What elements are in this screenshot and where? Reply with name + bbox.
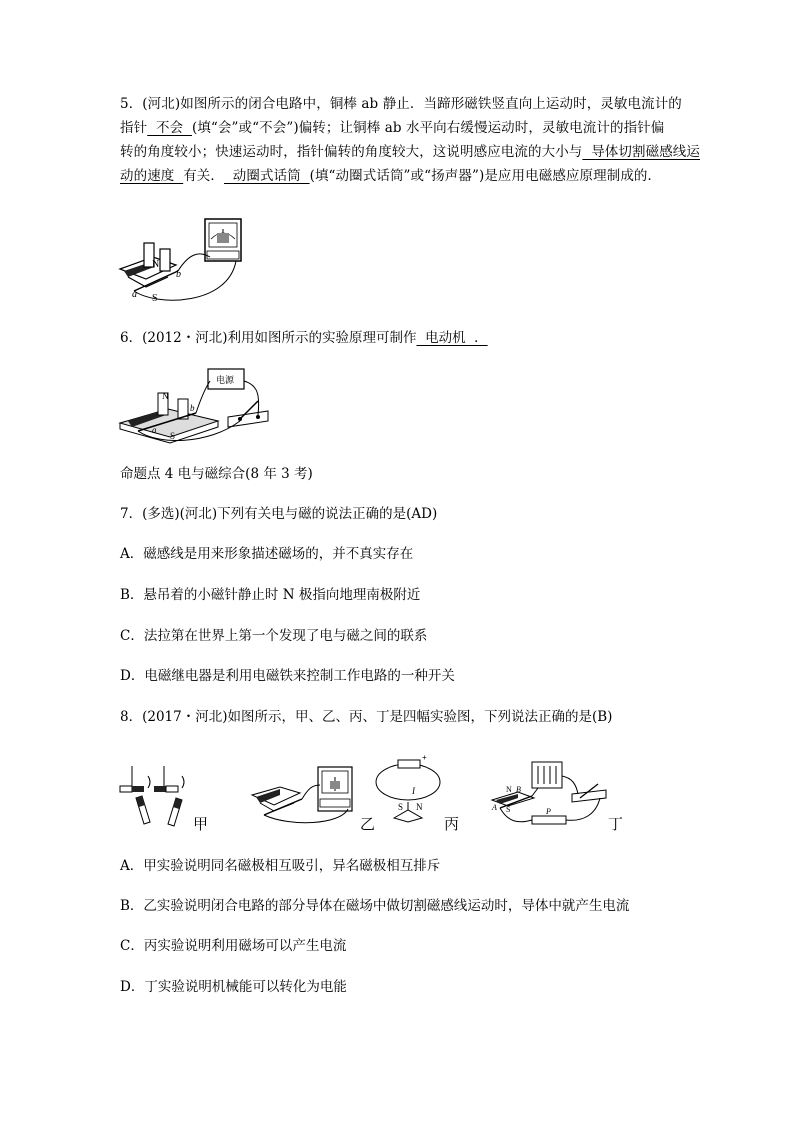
power-supply-label: 电源 — [216, 376, 235, 386]
figure-jia-label: 甲 — [193, 815, 209, 833]
figure-ding-label: 丁 — [608, 815, 624, 833]
q5-text: (填“会”或“不会”)偏转；让铜棒 ab 水平向右缓慢运动时，灵敏电流计的指针偏 — [191, 120, 665, 136]
q8-figure-yi — [250, 765, 360, 825]
q8-option-d: D．丁实验说明机械能可以转化为电能 — [120, 979, 347, 995]
q5-text: 有关． — [183, 168, 224, 184]
q5-line-2 — [120, 116, 700, 140]
rheostat-icon — [532, 816, 566, 824]
figure-bing-label: 丙 — [444, 815, 460, 833]
question-8-stem: 8．(2017・河北)如图所示，甲、乙、丙、丁是四幅实验图，下列说法正确的是(B) — [120, 709, 613, 725]
q5-answer-2-cont: 动的速度 — [120, 168, 184, 184]
needle-n-label: N — [416, 802, 423, 812]
current-label: I — [412, 786, 415, 796]
q5-answer-3: 动圈式话筒 — [224, 168, 310, 184]
q7-option-c: C．法拉第在世界上第一个发现了电与磁之间的联系 — [120, 628, 428, 644]
question-6 — [120, 328, 488, 348]
q8-figure-bing — [372, 752, 442, 824]
question-7-stem: 7．(多选)(河北)下列有关电与磁的说法正确的是(AD) — [120, 506, 438, 522]
q7-option-d: D．电磁继电器是利用电磁铁来控制工作电路的一种开关 — [120, 668, 455, 684]
q5-answer-1: 不会 — [147, 120, 192, 136]
q5-text: 指针 — [120, 120, 148, 136]
q5-line-1: 5．(河北)如图所示的闭合电路中，铜棒 ab 静止．当蹄形磁铁竖直向上运动时，灵敏电流计的 — [120, 96, 682, 112]
q5-line-4 — [120, 164, 700, 188]
north-pole-label: N — [506, 785, 512, 794]
q5-text: 转的角度较小；快速运动时，指针偏转的角度较大，这说明感应电流的大小与 — [120, 144, 583, 160]
q6-figure — [118, 365, 278, 445]
q8-figure-ding — [488, 760, 618, 832]
rod-end-b-label: B — [516, 785, 521, 794]
q6-answer: 电动机 ． — [416, 330, 488, 346]
rod-end-b-label: b — [176, 269, 181, 280]
rod-end-a-label: A — [492, 803, 497, 812]
south-pole-label: S — [170, 431, 176, 441]
slider-p-label: P — [546, 807, 551, 816]
rod-end-a-label: a — [132, 289, 137, 300]
q5-line-3 — [120, 140, 700, 164]
q7-option-b: B．悬吊着的小磁针静止时 N 极指向地理南极附近 — [120, 587, 421, 603]
q5-figure — [118, 215, 248, 307]
north-pole-label: N — [162, 391, 169, 401]
south-pole-label: S — [506, 805, 511, 814]
q5-answer-2: 导体切割磁感线运 — [582, 144, 700, 160]
rod-end-a-label: a — [152, 425, 157, 435]
south-pole-label: S — [152, 293, 158, 304]
q8-option-a: A．甲实验说明同名磁极相互吸引，异名磁极相互排斥 — [120, 858, 441, 874]
svg-text:+: + — [422, 753, 427, 762]
topic-heading: 命题点 4 电与磁综合(8 年 3 考) — [120, 466, 313, 482]
needle-s-label: S — [398, 802, 404, 812]
q7-option-a: A．磁感线是用来形象描述磁场的，并不真实存在 — [120, 546, 414, 562]
question-5 — [120, 92, 700, 188]
figure-yi-label: 乙 — [360, 815, 376, 833]
q8-option-c: C．丙实验说明利用磁场可以产生电流 — [120, 938, 347, 954]
q8-figure-jia — [118, 766, 198, 828]
q6-text: 6．(2012・河北)利用如图所示的实验原理可制作 — [120, 330, 417, 346]
q8-option-b: B．乙实验说明闭合电路的部分导体在磁场中做切割磁感线运动时，导体中就产生电流 — [120, 898, 630, 914]
q5-text: (填“动圈式话筒”或“扬声器”)是应用电磁感应原理制成的． — [309, 168, 662, 184]
battery-icon — [398, 760, 420, 768]
battery-box-icon — [532, 762, 562, 788]
rod-end-b-label: b — [190, 403, 195, 413]
north-pole-label: N — [152, 259, 160, 270]
